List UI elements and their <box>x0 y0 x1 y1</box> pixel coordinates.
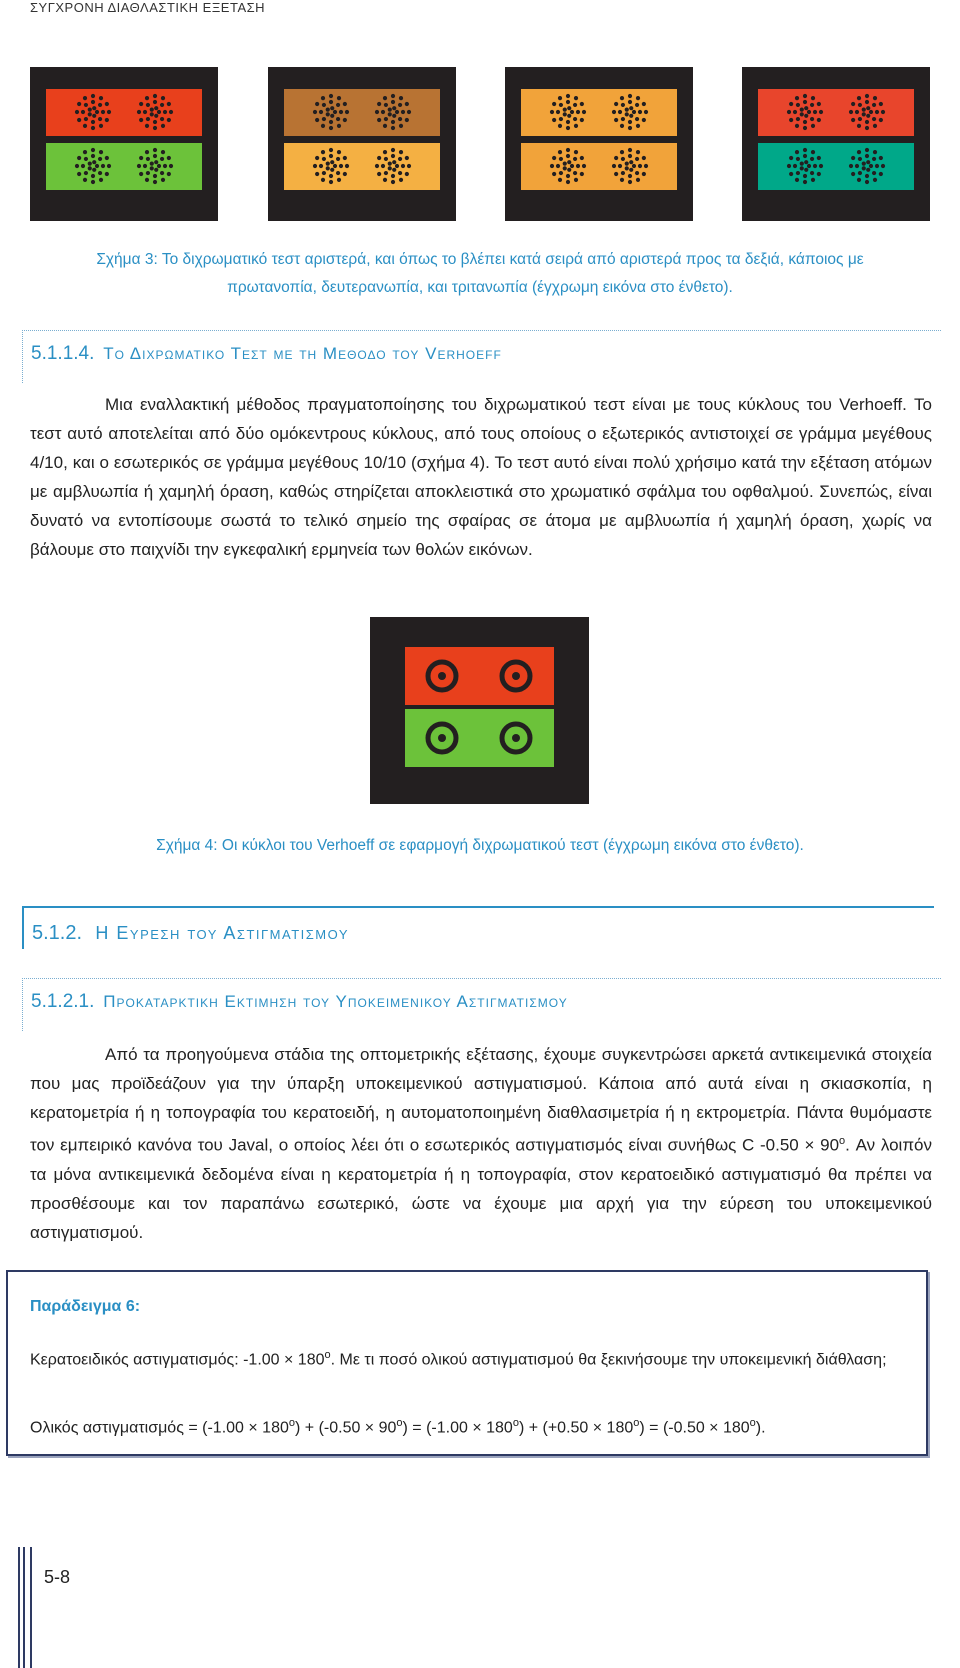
running-head: ΣΥΓΧΡΟΝΗ ΔΙΑΘΛΑΣΤΙΚΗ ΕΞΕΤΑΣΗ <box>30 0 266 15</box>
dot-ring <box>74 93 112 131</box>
dot-ring <box>136 93 174 131</box>
dot-ring <box>136 147 174 185</box>
dot-ring <box>312 93 350 131</box>
dot-ring <box>312 147 350 185</box>
dot-ring <box>374 93 412 131</box>
subsection-heading-5-1-1-4 <box>22 330 941 383</box>
section-heading-5-1-2 <box>22 906 934 949</box>
bichrome-panel-protanopia <box>268 67 456 221</box>
subsection-title: Το Διχρωματικο Τεστ με τη Μεθοδο του Verhoeff <box>103 344 502 363</box>
page-number: 5-8 <box>44 1567 71 1587</box>
subsection-heading-5-1-2-1 <box>22 978 941 1031</box>
section-title: Η Ευρεση του Αστιγματισμου <box>95 923 349 943</box>
bichrome-panel-deuteranopia <box>505 67 693 221</box>
subsection-number: 5.1.2.1. <box>31 991 95 1012</box>
dot-ring <box>611 93 649 131</box>
example-box <box>6 1270 928 1456</box>
dot-ring <box>848 147 886 185</box>
subsection-title: Προκαταρκτικη Εκτιμηση του Υποκειμενικου Αστιγματισμου <box>103 992 568 1011</box>
figure-3-caption <box>30 246 930 302</box>
example-question: Κερατοειδικός αστιγματισμός: $-1.00 \times 180^o$. Με τι ποσό ολικού αστιγματισμού θα ξεκινήσουμε την υποκειμενική διάθλαση; <box>30 1349 887 1369</box>
paragraph-astigmatism <box>30 1040 932 1247</box>
dot-ring <box>74 147 112 185</box>
dot-ring <box>549 93 587 131</box>
paragraph-text: Μια εναλλακτική μέθοδος πραγματοποίησης του διχρωματικού τεστ είναι με τους κύκλους του Verhoeff. Το τεστ αυτό αποτελείται από δύο ομόκεντρους κύκλους, από τους οποίους ο εξωτερικός αντιστοιχεί σε γράμμα μεγέθους 4/10, και ο εσωτερικός σε γράμμα μεγέθους 10/10 (σχήμα 4). Το τεστ αυτό είναι πολύ χρήσιμο κατά την εξέταση ατόμων με αμβλυωπία ή χαμηλή όραση, καθώς στηρίζεται αποκλειστικά στο χρωματικό σφάλμα του οφθαλμού. Συνεπώς, είναι δυνατό να εντοπίσουμε σωστά το τελικό σημείο της σφαίρας σε άτομα με αμβλυωπία ή χαμηλή όραση, χωρίς να βάλουμε στο παιχνίδι την εγκεφαλική ερμηνεία των θολών εικόνων. <box>30 395 932 559</box>
red-band <box>46 89 202 136</box>
top-band <box>758 89 914 136</box>
dot-ring <box>611 147 649 185</box>
bottom-band <box>284 143 440 190</box>
example-title: Παράδειγμα 6: <box>30 1298 141 1315</box>
figure-4-verhoeff-circles <box>370 617 589 804</box>
paragraph-text: Από τα προηγούμενα στάδια της οπτομετρικής εξέτασης, έχουμε συγκεντρώσει αρκετά αντικειμενικά στοιχεία που μας προϊδεάζουν για την ύπαρξη υποκειμενικού αστιγματισμού. Κάποια από αυτά είναι η σκιασκοπία, η κερατομετρία ή η τοπογραφία του κερατοειδή, η αυτοματοποιημένη διαθλασιμετρία ή η εκτρομετρία. Πάντα θυμόμαστε τον εμπειρικό κανόνα του Javal, ο οποίος λέει ότι ο εσωτερικός αστιγματισμός είναι συνήθως C $-0.50 \times 90^o$. Αν λοιπόν τα μόνα αντικειμενικά δεδομένα είναι η κερατομετρία ή η τοπογραφία, στον κερατοειδικό αστιγματισμό θα πρέπει να προσθέσουμε και τον παραπάνω εσωτερικό, ώστε να έχουμε μια αρχή για την εύρεση του υποκειμενικού αστιγματισμού. <box>30 1045 932 1242</box>
dot-ring <box>374 147 412 185</box>
bichrome-panel-tritanopia <box>742 67 930 221</box>
dot-ring <box>786 93 824 131</box>
bichrome-panel-normal <box>30 67 218 221</box>
bottom-band <box>758 143 914 190</box>
dot-ring <box>786 147 824 185</box>
figure-3 <box>30 67 930 221</box>
bottom-band <box>521 143 677 190</box>
figure-3-caption-line1: Σχήμα 3: Το διχρωματικό τεστ αριστερά, και όπως το βλέπει κατά σειρά από αριστερά προς τα δεξιά, κάποιος με <box>96 251 864 268</box>
dot-ring <box>848 93 886 131</box>
section-number: 5.1.2. <box>32 922 83 944</box>
footer-decoration <box>18 1547 32 1668</box>
subsection-number: 5.1.1.4. <box>31 343 95 364</box>
figure-4-caption: Σχήμα 4: Οι κύκλοι του Verhoeff σε εφαρμογή διχρωματικού τεστ (έγχρωμη εικόνα στο ένθετο). <box>156 837 804 854</box>
paragraph-verhoeff <box>30 390 932 564</box>
dot-ring <box>549 147 587 185</box>
top-band <box>284 89 440 136</box>
example-answer: Ολικός $\alpha\sigma\tau\iota\gamma\mu\alpha\tau\iota\sigma\mu ό\varsigma = (-1.00 \times 180^o) + (-0.50 \times 90^o) = (-1.00 \times 180^o) + (+0.50 \times 180^o) = (-0.50 \times 180^o)$. <box>30 1417 766 1437</box>
green-band <box>46 143 202 190</box>
top-band <box>521 89 677 136</box>
figure-3-caption-line2: πρωτανοπία, δευτερανωπία, και τριτανωπία (έγχρωμη εικόνα στο ένθετο). <box>227 279 733 296</box>
